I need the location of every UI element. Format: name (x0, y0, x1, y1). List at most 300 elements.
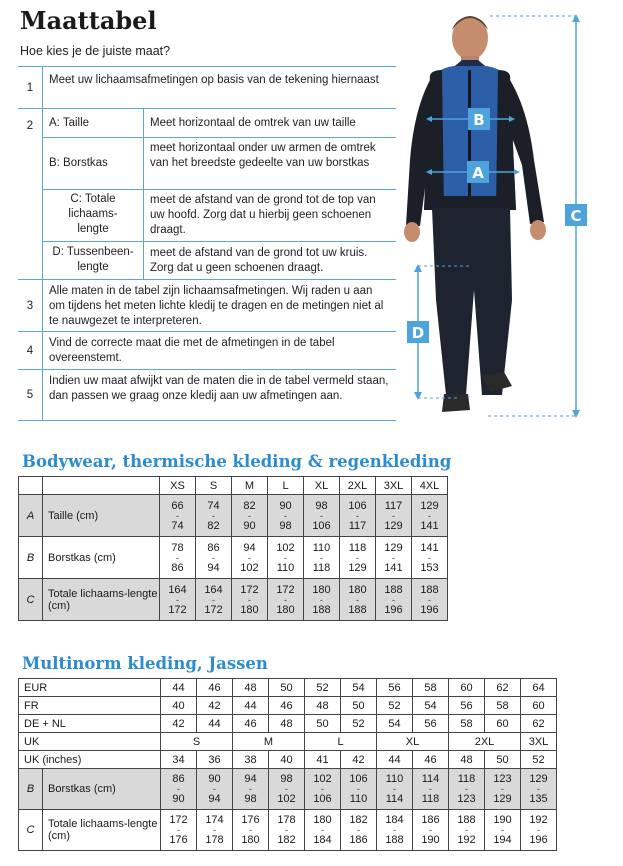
range-cell (269, 810, 305, 851)
range-dash: - (212, 594, 215, 605)
measure-row-b (43, 137, 396, 189)
range-high: 178 (205, 834, 224, 846)
range-high: 129 (384, 519, 403, 532)
range-low: 102 (276, 541, 295, 554)
range-cell (160, 537, 196, 579)
size-cell: 42 (341, 751, 377, 769)
row-letter: B (19, 537, 43, 579)
range-dash: - (249, 825, 252, 835)
size-header: M (232, 477, 268, 495)
size-cell: 34 (161, 751, 197, 769)
range-cell (304, 495, 340, 537)
range-dash: - (285, 784, 288, 794)
range-low: 164 (168, 583, 187, 596)
range-dash: - (356, 552, 359, 563)
table-row (19, 537, 448, 579)
range-low: 66 (171, 499, 184, 512)
range-high: 172 (204, 603, 223, 616)
range-cell (449, 769, 485, 810)
range-cell (196, 579, 232, 621)
measure-desc: meet horizontaal onder uw armen de omtrek van het breedste gedeelte van uw borstkas (143, 138, 396, 189)
size-cell: 60 (485, 715, 521, 733)
table-row (19, 495, 448, 537)
row-letter: C (19, 810, 43, 851)
range-dash: - (428, 594, 431, 605)
range-low: 129 (384, 541, 403, 554)
range-cell (412, 495, 448, 537)
step-row (18, 66, 396, 108)
range-cell (304, 579, 340, 621)
range-dash: - (428, 510, 431, 521)
range-cell (341, 810, 377, 851)
range-low: 90 (208, 773, 221, 785)
range-low: 74 (207, 499, 220, 512)
range-low: 78 (171, 541, 184, 554)
range-high: 184 (313, 834, 332, 846)
range-cell (268, 537, 304, 579)
size-cell: 58 (485, 697, 521, 715)
range-dash: - (248, 552, 251, 563)
size-cell: 48 (449, 751, 485, 769)
range-cell (232, 537, 268, 579)
row-label: DE + NL (19, 715, 161, 733)
row-label: Totale lichaams-lengte (cm) (43, 810, 161, 851)
size-header: XS (160, 477, 196, 495)
range-dash: - (320, 594, 323, 605)
range-cell (376, 537, 412, 579)
row-label: Taille (cm) (43, 495, 160, 537)
size-cell: 50 (341, 697, 377, 715)
range-high: 118 (312, 561, 331, 574)
range-dash: - (177, 784, 180, 794)
size-cell: 38 (233, 751, 269, 769)
range-high: 141 (420, 519, 439, 532)
range-dash: - (465, 784, 468, 794)
range-high: 94 (208, 793, 221, 805)
range-high: 141 (384, 561, 403, 574)
range-cell (449, 810, 485, 851)
range-cell (340, 579, 376, 621)
step-text: Vind de correcte maat die met de afmetingen in de tabel overeenstemt. (49, 337, 335, 364)
size-header: L (268, 477, 304, 495)
range-low: 164 (204, 583, 223, 596)
row-letter: C (19, 579, 43, 621)
range-high: 194 (493, 834, 512, 846)
range-dash: - (248, 594, 251, 605)
measure-desc: meet de afstand van de grond tot de top van uw hoofd. Zorg dat u hierbij geen schoenen draagt. (143, 190, 396, 241)
range-dash: - (393, 825, 396, 835)
range-low: 98 (280, 773, 293, 785)
range-low: 90 (279, 499, 292, 512)
size-cell: 44 (161, 679, 197, 697)
range-cell (376, 495, 412, 537)
range-cell (268, 579, 304, 621)
size-cell: 52 (341, 715, 377, 733)
range-dash: - (392, 510, 395, 521)
size-cell: 54 (341, 679, 377, 697)
size-cell: 50 (485, 751, 521, 769)
range-dash: - (320, 552, 323, 563)
range-dash: - (212, 510, 215, 521)
table-row (19, 810, 557, 851)
size-cell: 46 (413, 751, 449, 769)
range-dash: - (176, 552, 179, 563)
range-high: 188 (385, 834, 404, 846)
range-cell (377, 810, 413, 851)
measure-label: D: Tussenbeen-lengte (52, 246, 134, 273)
range-dash: - (357, 784, 360, 794)
size-cell: 3XL (521, 733, 557, 751)
table-row (19, 715, 557, 733)
range-dash: - (429, 784, 432, 794)
step-content (42, 67, 396, 108)
range-dash: - (537, 784, 540, 794)
range-high: 118 (421, 793, 440, 805)
range-high: 192 (457, 834, 476, 846)
range-low: 192 (529, 814, 548, 826)
size-cell: 56 (377, 679, 413, 697)
range-high: 123 (457, 793, 476, 805)
range-low: 188 (457, 814, 476, 826)
range-cell (232, 579, 268, 621)
step-row (18, 279, 396, 331)
range-high: 180 (241, 834, 260, 846)
size-cell: 52 (377, 697, 413, 715)
range-dash: - (501, 784, 504, 794)
row-label: FR (19, 697, 161, 715)
range-dash: - (356, 510, 359, 521)
label-b: B (473, 111, 485, 129)
table-row (19, 579, 448, 621)
range-cell (377, 769, 413, 810)
header-blank (43, 477, 160, 495)
range-high: 110 (276, 561, 295, 574)
size-cell: 40 (161, 697, 197, 715)
range-dash: - (176, 510, 179, 521)
step-content (42, 332, 396, 369)
step-number: 3 (26, 299, 34, 312)
range-low: 94 (244, 773, 257, 785)
range-low: 129 (529, 773, 548, 785)
size-cell: 44 (377, 751, 413, 769)
table2-title: Multinorm kleding, Jassen (22, 654, 268, 673)
range-cell (521, 769, 557, 810)
steps-list (18, 66, 396, 421)
range-cell (305, 769, 341, 810)
range-low: 178 (277, 814, 296, 826)
size-cell: 50 (305, 715, 341, 733)
size-cell: 56 (413, 715, 449, 733)
range-low: 114 (421, 773, 440, 785)
range-high: 180 (240, 603, 259, 616)
table-row (19, 679, 557, 697)
page-title: Maattabel (20, 6, 157, 35)
size-cell: 41 (305, 751, 341, 769)
range-low: 172 (169, 814, 188, 826)
range-dash: - (393, 784, 396, 794)
range-low: 110 (312, 541, 331, 554)
range-cell (341, 769, 377, 810)
size-header: 2XL (340, 477, 376, 495)
range-dash: - (284, 510, 287, 521)
size-cell: 44 (233, 697, 269, 715)
size-cell: 36 (197, 751, 233, 769)
range-high: 153 (420, 561, 439, 574)
range-cell (269, 769, 305, 810)
row-letter: A (19, 495, 43, 537)
step-text: Indien uw maat afwijkt van de maten die in de tabel vermeld staan, dan passen we graag onze kledij aan uw afmetingen aan. (49, 375, 389, 402)
measure-label: B: Borstkas (49, 157, 108, 169)
range-high: 196 (420, 603, 439, 616)
range-high: 186 (349, 834, 368, 846)
measure-label: A: Taille (49, 117, 90, 129)
range-high: 176 (169, 834, 188, 846)
size-cell: 54 (413, 697, 449, 715)
range-dash: - (249, 784, 252, 794)
row-label: Borstkas (cm) (43, 537, 160, 579)
step-row (18, 108, 396, 279)
size-cell: 52 (305, 679, 341, 697)
table1 (18, 476, 448, 621)
step-number: 2 (26, 120, 34, 132)
range-high: 98 (244, 793, 257, 805)
range-low: 117 (384, 499, 403, 512)
range-high: 106 (312, 519, 331, 532)
range-low: 174 (205, 814, 224, 826)
size-cell: 58 (449, 715, 485, 733)
range-dash: - (176, 594, 179, 605)
range-low: 190 (493, 814, 512, 826)
range-dash: - (213, 784, 216, 794)
measure-row-c (43, 189, 396, 241)
range-cell (160, 579, 196, 621)
size-cell: 50 (269, 679, 305, 697)
page-subtitle: Hoe kies je de juiste maat? (20, 44, 171, 58)
range-high: 180 (276, 603, 295, 616)
row-label: UK (inches) (19, 751, 161, 769)
measure-row-d (43, 241, 396, 279)
range-cell (485, 769, 521, 810)
range-dash: - (537, 825, 540, 835)
range-low: 180 (348, 583, 367, 596)
size-cell: 54 (377, 715, 413, 733)
size-cell: 42 (197, 697, 233, 715)
row-label: UK (19, 733, 161, 751)
range-high: 90 (243, 519, 256, 532)
step-number: 1 (26, 81, 34, 94)
range-dash: - (321, 825, 324, 835)
measure-desc: meet de afstand van de grond tot uw kruis. Zorg dat u geen schoenen draagt. (143, 242, 396, 279)
step-content (42, 370, 396, 420)
size-cell: S (161, 733, 233, 751)
table-row (19, 769, 557, 810)
step-row (18, 369, 396, 421)
range-cell (304, 537, 340, 579)
range-dash: - (213, 825, 216, 835)
range-high: 135 (529, 793, 548, 805)
range-high: 172 (168, 603, 187, 616)
range-high: 82 (207, 519, 220, 532)
range-low: 102 (313, 773, 332, 785)
range-high: 188 (312, 603, 331, 616)
size-cell: 46 (269, 697, 305, 715)
range-cell (197, 810, 233, 851)
size-cell: 56 (449, 697, 485, 715)
measure-desc: Meet horizontaal de omtrek van uw taille (143, 109, 396, 137)
range-cell (412, 537, 448, 579)
range-cell (340, 495, 376, 537)
range-dash: - (284, 594, 287, 605)
table-row (19, 697, 557, 715)
range-high: 188 (348, 603, 367, 616)
size-cell: 52 (521, 751, 557, 769)
size-cell: 46 (233, 715, 269, 733)
range-low: 141 (420, 541, 439, 554)
range-dash: - (284, 552, 287, 563)
step-content (42, 280, 396, 331)
step-number: 5 (26, 389, 34, 401)
range-low: 182 (349, 814, 368, 826)
range-cell (412, 579, 448, 621)
step-number: 4 (26, 344, 34, 357)
range-high: 86 (171, 561, 184, 574)
range-cell (232, 495, 268, 537)
measure-row-a (43, 109, 396, 137)
measure-label: C: Totale lichaams-lengte (68, 193, 118, 235)
step-text: Alle maten in de tabel zijn lichaamsafmetingen. Wij raden u aan om tijdens het meten lichte kledij te dragen en de metingen niet al te nauwgezet te interpreteren. (49, 285, 384, 327)
range-low: 188 (420, 583, 439, 596)
range-high: 90 (172, 793, 185, 805)
range-low: 94 (243, 541, 256, 554)
range-high: 129 (348, 561, 367, 574)
range-low: 129 (420, 499, 439, 512)
range-low: 118 (348, 541, 367, 554)
range-dash: - (465, 825, 468, 835)
range-cell (376, 579, 412, 621)
label-c: C (570, 207, 582, 225)
range-low: 106 (349, 773, 368, 785)
size-header: S (196, 477, 232, 495)
size-cell: L (305, 733, 377, 751)
range-cell (196, 537, 232, 579)
size-cell: 44 (197, 715, 233, 733)
step-row (18, 331, 396, 369)
size-header: XL (304, 477, 340, 495)
range-dash: - (356, 594, 359, 605)
range-dash: - (177, 825, 180, 835)
size-cell: 58 (413, 679, 449, 697)
range-low: 106 (348, 499, 367, 512)
range-low: 188 (384, 583, 403, 596)
size-cell: XL (377, 733, 449, 751)
range-high: 117 (348, 519, 367, 532)
range-cell (197, 769, 233, 810)
row-label: Totale lichaams-lengte (cm) (43, 579, 160, 621)
label-a: A (472, 164, 484, 182)
range-cell (161, 769, 197, 810)
range-dash: - (392, 552, 395, 563)
row-label: Borstkas (cm) (43, 769, 161, 810)
size-cell: 62 (521, 715, 557, 733)
table1-title: Bodywear, thermische kleding & regenkleding (22, 452, 452, 471)
range-dash: - (321, 784, 324, 794)
range-high: 196 (529, 834, 548, 846)
range-low: 82 (243, 499, 256, 512)
range-high: 110 (349, 793, 368, 805)
label-d: D (411, 324, 425, 342)
range-high: 114 (385, 793, 404, 805)
size-cell: 2XL (449, 733, 521, 751)
range-dash: - (429, 825, 432, 835)
range-high: 102 (240, 561, 259, 574)
range-low: 118 (457, 773, 476, 785)
range-low: 172 (276, 583, 295, 596)
range-cell (485, 810, 521, 851)
range-low: 172 (240, 583, 259, 596)
range-cell (160, 495, 196, 537)
range-cell (413, 769, 449, 810)
step-text: Meet uw lichaamsafmetingen op basis van de tekening hiernaast (49, 74, 379, 86)
person-illustration (404, 16, 546, 412)
range-low: 180 (312, 583, 331, 596)
size-header: 4XL (412, 477, 448, 495)
range-cell (233, 810, 269, 851)
range-high: 196 (384, 603, 403, 616)
size-cell: 42 (161, 715, 197, 733)
range-dash: - (501, 825, 504, 835)
range-dash: - (428, 552, 431, 563)
range-cell (268, 495, 304, 537)
table2 (18, 678, 557, 851)
measurement-figure (398, 0, 623, 440)
range-cell (521, 810, 557, 851)
size-cell: 48 (305, 697, 341, 715)
range-high: 129 (493, 793, 512, 805)
range-low: 123 (493, 773, 512, 785)
table-row (19, 733, 557, 751)
range-dash: - (212, 552, 215, 563)
range-high: 94 (207, 561, 220, 574)
range-high: 102 (277, 793, 296, 805)
step-content (42, 109, 396, 279)
range-low: 176 (241, 814, 260, 826)
range-cell (161, 810, 197, 851)
range-low: 184 (385, 814, 404, 826)
size-cell: 64 (521, 679, 557, 697)
size-cell: 46 (197, 679, 233, 697)
range-low: 110 (385, 773, 404, 785)
size-cell: 62 (485, 679, 521, 697)
size-cell: 60 (521, 697, 557, 715)
header-blank (19, 477, 43, 495)
range-low: 86 (207, 541, 220, 554)
range-dash: - (285, 825, 288, 835)
range-low: 180 (313, 814, 332, 826)
range-high: 98 (279, 519, 292, 532)
range-cell (413, 810, 449, 851)
size-cell: 48 (269, 715, 305, 733)
row-letter: B (19, 769, 43, 810)
range-high: 190 (421, 834, 440, 846)
range-cell (233, 769, 269, 810)
range-dash: - (320, 510, 323, 521)
table-row (19, 477, 448, 495)
size-cell: M (233, 733, 305, 751)
range-high: 106 (313, 793, 332, 805)
size-cell: 40 (269, 751, 305, 769)
table-row (19, 751, 557, 769)
range-low: 186 (421, 814, 440, 826)
